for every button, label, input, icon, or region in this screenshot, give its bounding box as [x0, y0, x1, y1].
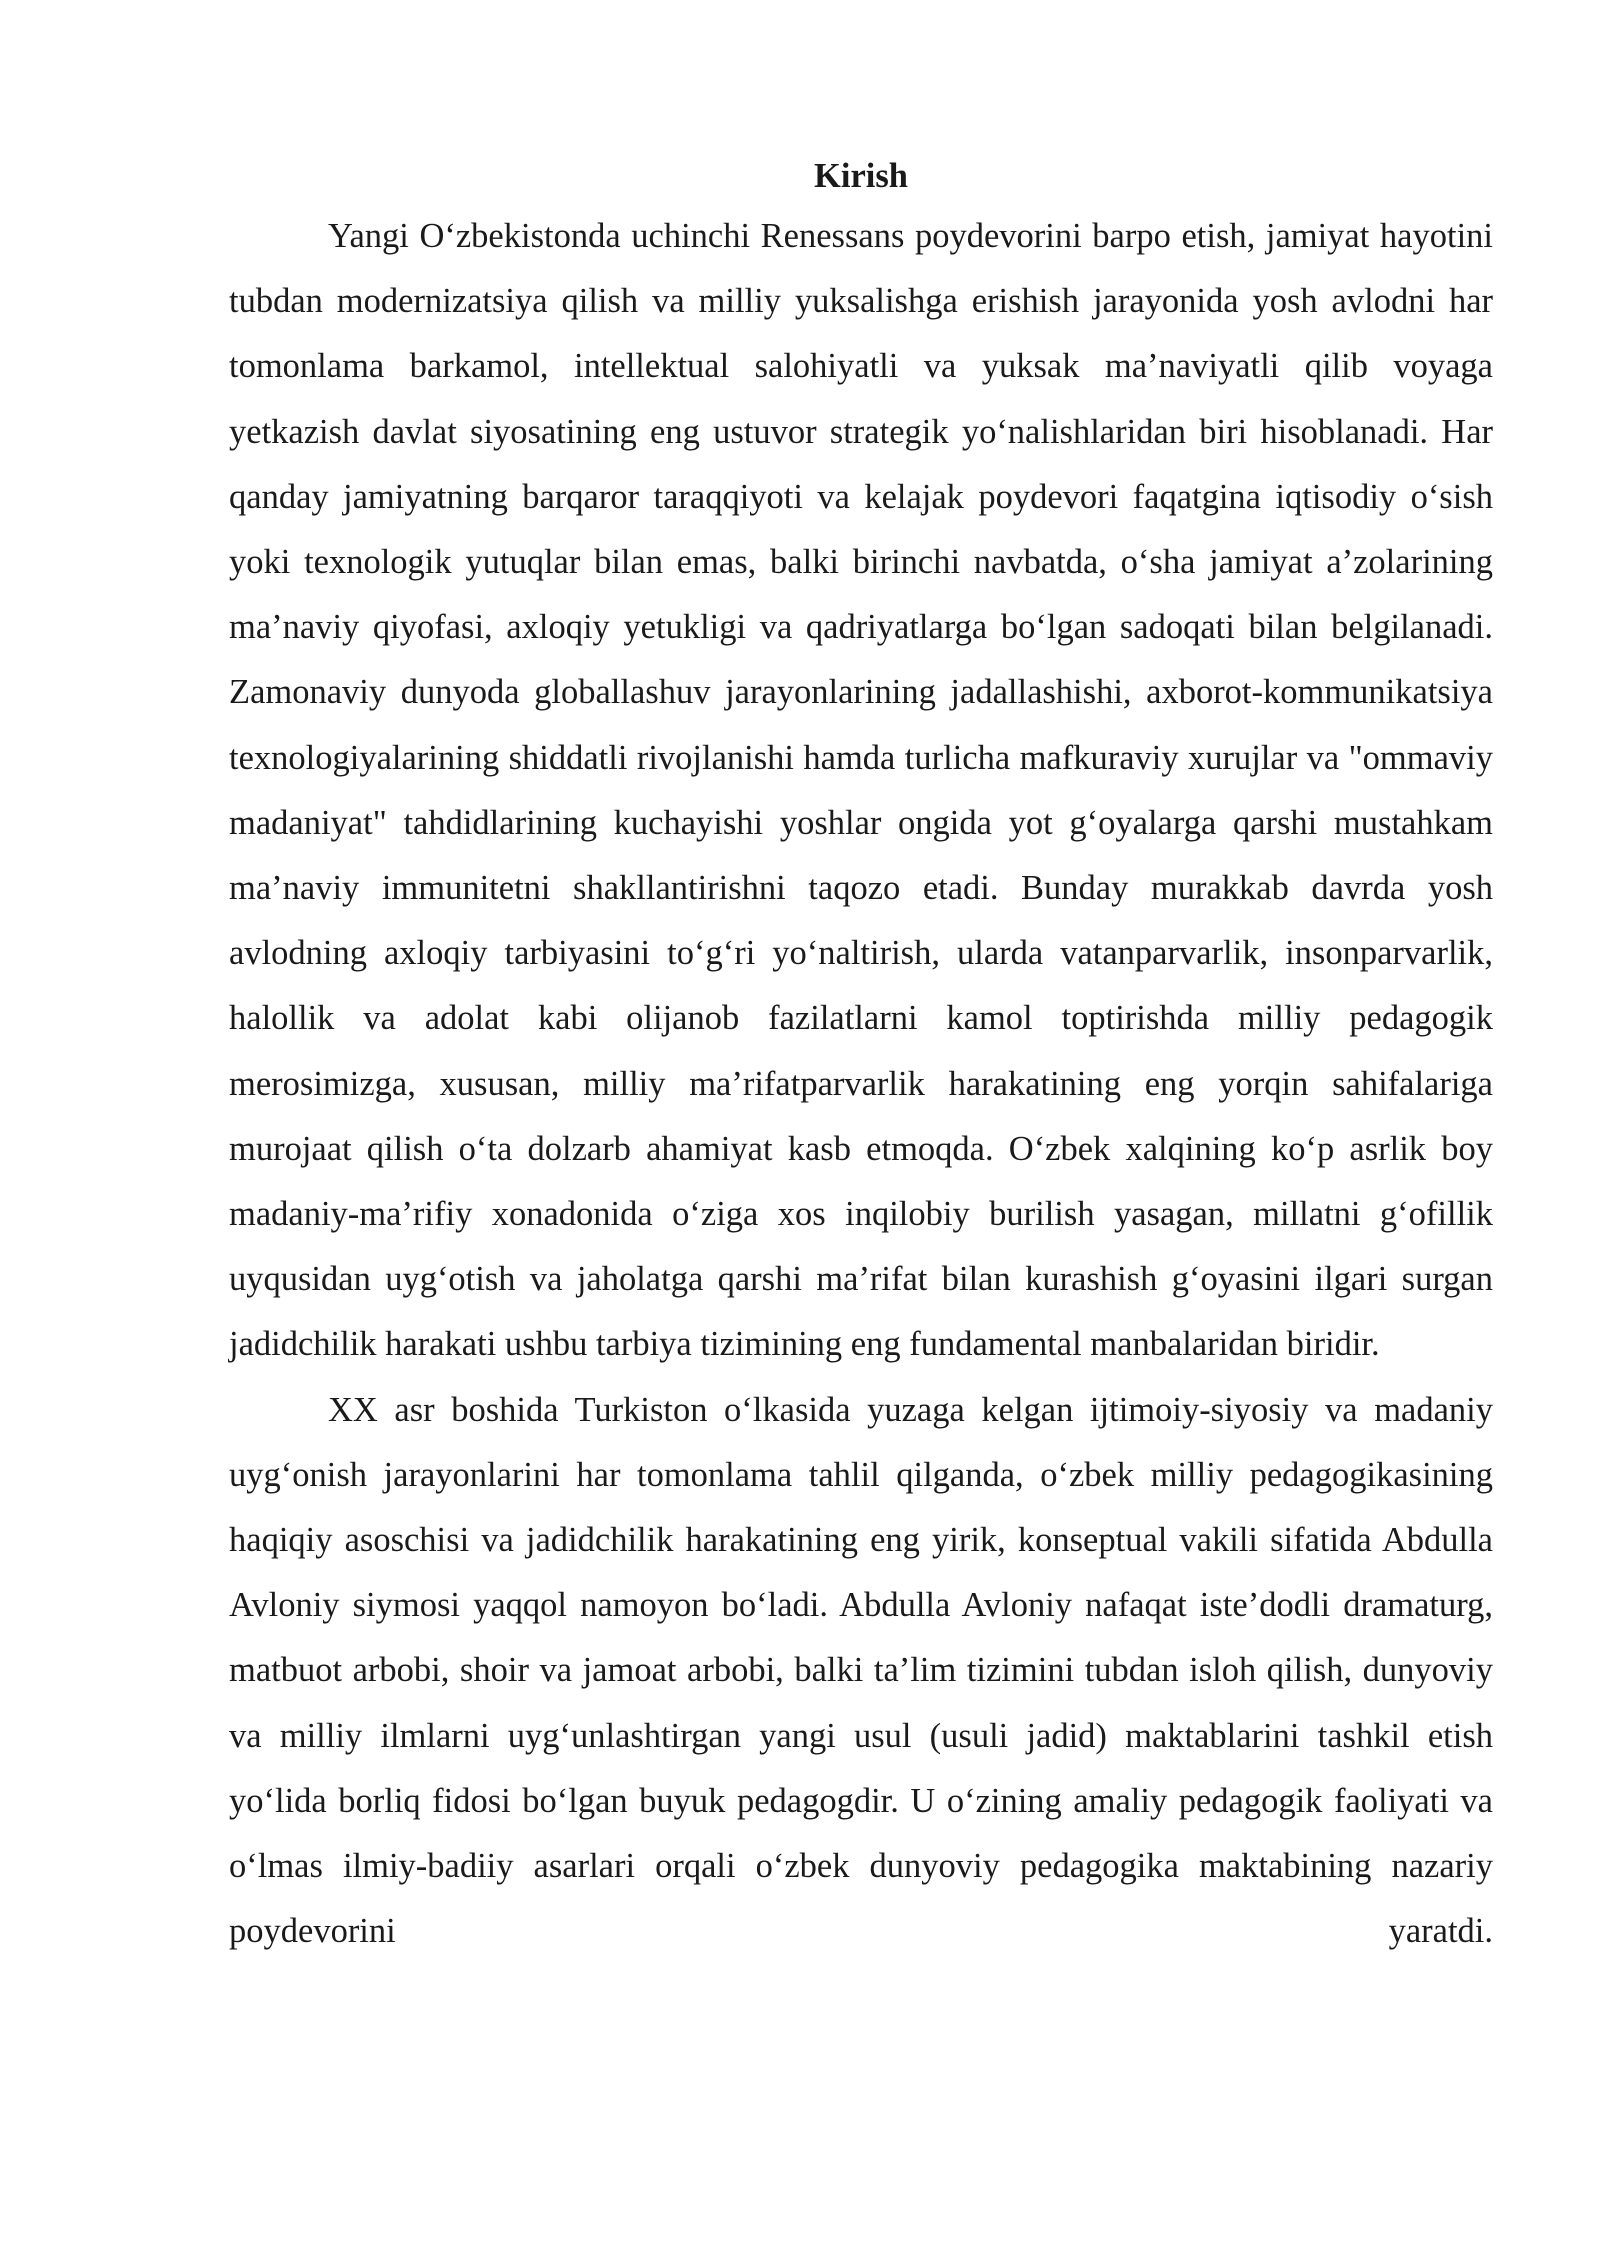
- section-heading: Kirish: [814, 157, 908, 195]
- paragraph-2: XX asr boshida Turkiston o‘lkasida yuzaga kelgan ijtimoiy-siyosiy va madaniy uyg‘onish jarayonlarini har tomonlama tahlil qilganda, o‘zbek milliy pedagogikasining haqiqiy asoschisi va jadidchilik harakatining eng yirik, konseptual vakili sifatida Abdulla Avloniy siymosi yaqqol namoyon bo‘ladi. Abdulla Avloniy nafaqat iste’dodli dramaturg, matbuot arbobi, shoir va jamoat arbobi, balki ta’lim tizimini tubdan isloh qilish, dunyoviy va milliy ilmlarni uyg‘unlashtirgan yangi usul (usuli jadid) maktablarini tashkil etish yo‘lida borliq fidosi bo‘lgan buyuk pedagogdir. U o‘zining amaliy pedagogik faoliyati va o‘lmas ilmiy-badiiy asarlari orqali o‘zbek dunyoviy pedagogika maktabining nazariy poydevorini yaratdi.: [229, 1390, 1493, 1951]
- paragraph-1: Yangi O‘zbekistonda uchinchi Renessans poydevorini barpo etish, jamiyat hayotini tubdan modernizatsiya qilish va milliy yuksalishga erishish jarayonida yosh avlodni har tomonlama barkamol, intellektual salohiyatli va yuksak ma’naviyatli qilib voyaga yetkazish davlat siyosatining eng ustuvor strategik yo‘nalishlaridan biri hisoblanadi. Har qanday jamiyatning barqaror taraqqiyoti va kelajak poydevori faqatgina iqtisodiy o‘sish yoki texnologik yutuqlar bilan emas, balki birinchi navbatda, o‘sha jamiyat a’zolarining ma’naviy qiyofasi, axloqiy yetukligi va qadriyatlarga bo‘lgan sadoqati bilan belgilanadi. Zamonaviy dunyoda globallashuv jarayonlarining jadallashishi, axborot-kommunikatsiya texnologiyalarining shiddatli rivojlanishi hamda turlicha mafkuraviy xurujlar va "ommaviy madaniyat" tahdidlarining kuchayishi yoshlar ongida yot g‘oyalarga qarshi mustahkam ma’naviy immunitetni shakllantirishni taqozo etadi. Bunday murakkab davrda yosh avlodning axloqiy tarbiyasini to‘g‘ri yo‘naltirish, ularda vatanparvarlik, insonparvarlik, halollik va adolat kabi olijanob fazilatlarni kamol toptirishda milliy pedagogik merosimizga, xususan, milliy ma’rifatparvarlik harakatining eng yorqin sahifalariga murojaat qilish o‘ta dolzarb ahamiyat kasb etmoqda. O‘zbek xalqining ko‘p asrlik boy madaniy-ma’rifiy xonadonida o‘ziga xos inqilobiy burilish yasagan, millatni g‘ofillik uyqusidan uyg‘otish va jaholatga qarshi ma’rifat bilan kurashish g‘oyasini ilgari surgan jadidchilik harakati ushbu tarbiya tizimining eng fundamental manbalaridan biridir.: [229, 217, 1493, 1364]
- document-body: [229, 148, 1493, 1964]
